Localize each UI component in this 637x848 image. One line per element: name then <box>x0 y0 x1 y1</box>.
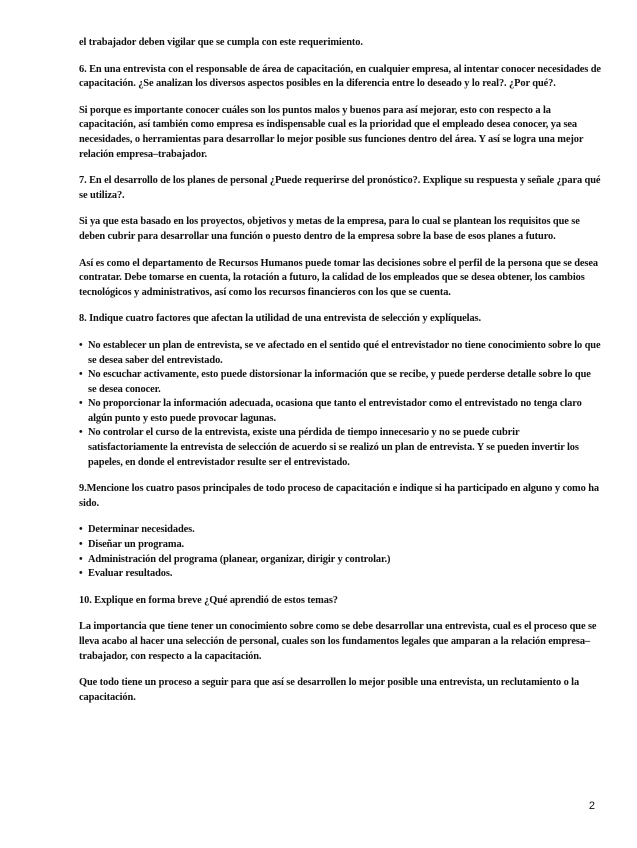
list-item: • No establecer un plan de entrevista, se ve afectado en el sentido qué el entrevistador no tiene conocimiento sobre lo que se desea saber del entrevistado. <box>79 339 601 366</box>
bullet-icon: • <box>79 427 83 439</box>
bullet-icon: • <box>79 539 83 551</box>
factors-list <box>79 339 601 470</box>
answer-6: Si porque es importante conocer cuáles son los puntos malos y buenos para así mejorar, esto con respecto a la capacitación, así también como empresa es indispensable cual es la prioridad que el empleado desea conocer, ya sea necesidades, o herramientas para desarrollar lo mejor posible sus funciones dentro del área. Y así se logra una mejor relación empresa–trabajador. <box>79 104 584 160</box>
question-8: 8. Indique cuatro factores que afectan la utilidad de una entrevista de selección y explíquelas. <box>79 313 481 325</box>
list-item: • Administración del programa (planear, organizar, dirigir y controlar.) <box>79 553 601 568</box>
list-item: • Determinar necesidades. <box>79 523 601 538</box>
page-number: 2 <box>588 800 595 812</box>
bullet-icon: • <box>79 339 83 351</box>
steps-list <box>79 523 601 581</box>
question-6: 6. En una entrevista con el responsable de área de capacitación, en cualquier empresa, al intentar conocer necesidades de capacitación. ¿Se analizan los diversos aspectos posibles en la diferencia entre lo deseado y lo real?. ¿Por qué?. <box>79 63 601 90</box>
list-item: • No proporcionar la información adecuada, ocasiona que tanto el entrevistador como el entrevistado no tenga claro algún punto y esto puede provocar lagunas. <box>79 398 582 424</box>
question-9: 9.Mencione los cuatro pasos principales de todo proceso de capacitación e indique si ha participado en alguno y como ha sido. <box>79 483 599 509</box>
answer-10-part-2: Que todo tiene un proceso a seguir para que así se desarrollen lo mejor posible una entrevista, un reclutamiento o la capacitación. <box>79 677 580 703</box>
bullet-icon: • <box>79 553 83 565</box>
paragraph-continuation: el trabajador deben vigilar que se cumpla con este requerimiento. <box>79 37 363 48</box>
list-item: • No escuchar activamente, esto puede distorsionar la información que se recibe, y puede perderse detalle sobre lo que se desea conocer. <box>79 369 591 395</box>
answer-7-part-1: Si ya que esta basado en los proyectos, objetivos y metas de la empresa, para lo cual se plantean los requisitos que se deben cubrir para desarrollar una función o puesto dentro de la empresa sobre la base de esos planes a futuro. <box>79 216 580 242</box>
list-item: • No controlar el curso de la entrevista, existe una pérdida de tiempo innecesario y no se puede cubrir satisfactoriamente la entrevista de selección de acuerdo si se realizó un plan de entrevista. Y se pueden invertir los papeles, en donde el entrevistador resulte ser el entrevistado. <box>79 427 579 468</box>
list-item: • Evaluar resultados. <box>79 567 601 582</box>
bullet-icon: • <box>79 369 83 381</box>
answer-7-part-2: Así es como el departamento de Recursos Humanos puede tomar las decisiones sobre el perfil de la persona que se desea contratar. Debe tomarse en cuenta, la rotación a futuro, la calidad de los empleados que se desea obtener, los cambios tecnológicos y administrativos, así como los recursos financieros con los que se cuenta. <box>79 257 598 298</box>
list-item: • Diseñar un programa. <box>79 538 601 553</box>
question-7: 7. En el desarrollo de los planes de personal ¿Puede requerirse del pronóstico?. Explique su respuesta y señale ¿para qué se utiliza?. <box>79 175 601 201</box>
answer-10-part-1: La importancia que tiene tener un conocimiento sobre como se debe desarrollar una entrevista, cual es el proceso que se lleva acabo al hacer una selección de personal, cuales son los fundamentos legales que amparan a la relación empresa–trabajador, con respecto a la capacitación. <box>79 621 597 662</box>
bullet-icon: • <box>79 398 83 410</box>
document-page <box>79 36 601 717</box>
bullet-icon: • <box>79 524 83 536</box>
bullet-icon: • <box>79 568 83 580</box>
question-10: 10. Explique en forma breve ¿Qué aprendió de estos temas? <box>79 594 338 606</box>
